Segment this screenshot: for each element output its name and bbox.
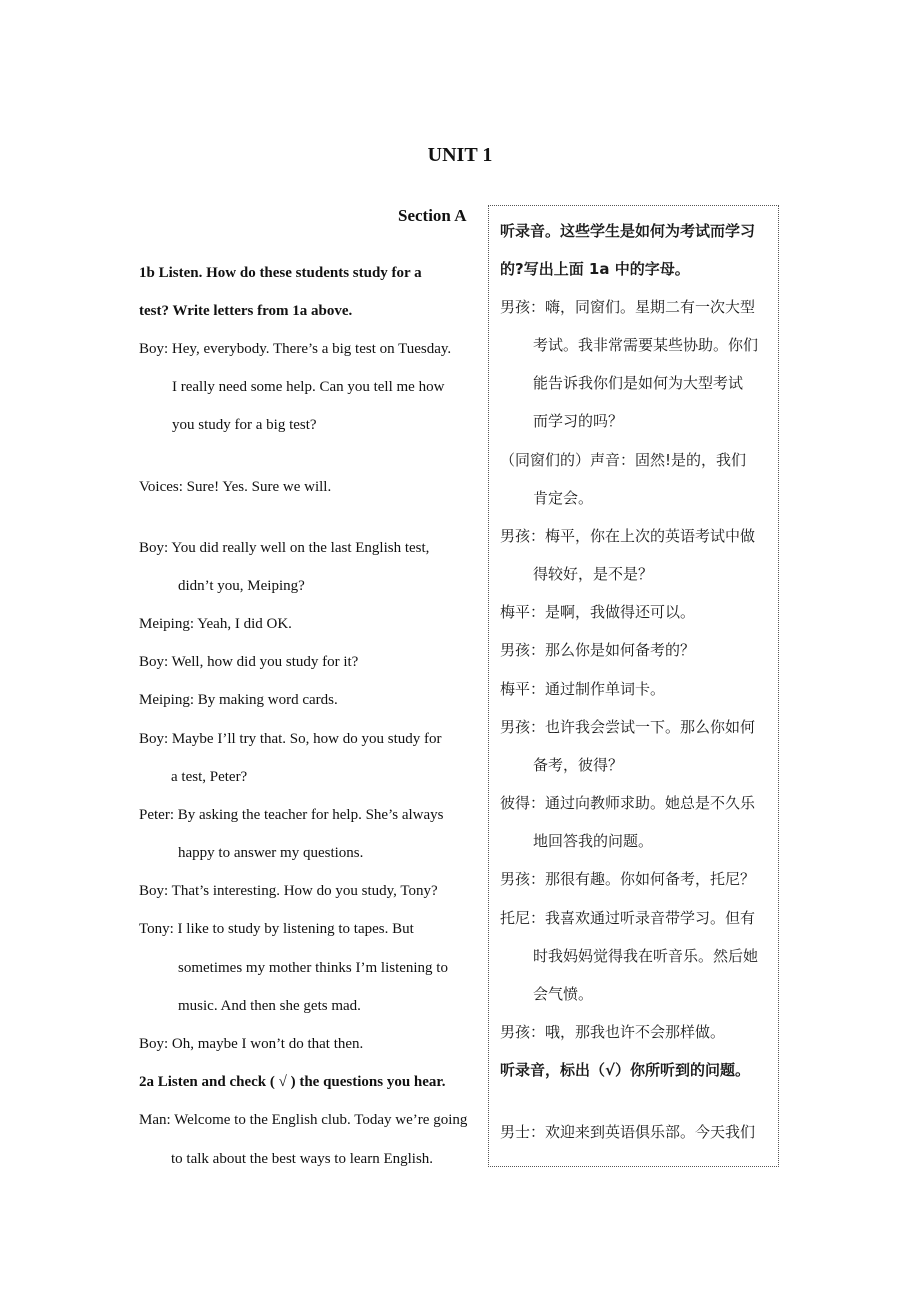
dialogue-line: Tony: I like to study by listening to tapes. But bbox=[139, 921, 414, 937]
translation-2a-heading: 听录音，标出（√）你所听到的问题。 bbox=[500, 1061, 751, 1079]
translation-line: 肯定会。 bbox=[533, 489, 594, 507]
dialogue-line: Meiping: By making word cards. bbox=[139, 692, 338, 708]
dialogue-line: Boy: Maybe I’ll try that. So, how do you study for bbox=[139, 731, 442, 747]
translation-line: 男孩：嗨，同窗们。星期二有一次大型 bbox=[500, 298, 756, 316]
translation-1b-heading-cont: 的?写出上面 1a 中的字母。 bbox=[500, 260, 690, 278]
translation-line: 男孩：也许我会尝试一下。那么你如何 bbox=[500, 718, 756, 736]
dialogue-line: Boy: That’s interesting. How do you study, Tony? bbox=[139, 883, 438, 899]
translation-line: 梅平：是啊，我做得还可以。 bbox=[500, 603, 696, 621]
dialogue-line: Boy: Oh, maybe I won’t do that then. bbox=[139, 1036, 364, 1052]
translation-line: 男孩：那很有趣。你如何备考，托尼？ bbox=[500, 870, 756, 888]
dialogue-line: happy to answer my questions. bbox=[178, 845, 364, 861]
dialogue-line: you study for a big test? bbox=[172, 417, 317, 433]
translation-line: 托尼：我喜欢通过听录音带学习。但有 bbox=[500, 909, 756, 927]
translation-line: 得较好，是不是？ bbox=[533, 565, 654, 583]
dialogue-line: Meiping: Yeah, I did OK. bbox=[139, 616, 292, 632]
translation-line: 而学习的吗？ bbox=[533, 412, 624, 430]
dialogue-line: music. And then she gets mad. bbox=[178, 998, 361, 1014]
page-title: UNIT 1 bbox=[427, 144, 493, 166]
translation-line: 地回答我的问题。 bbox=[533, 832, 654, 850]
translation-line: 考试。我非常需要某些协助。你们 bbox=[533, 336, 759, 354]
section-title: Section A bbox=[398, 206, 467, 225]
dialogue-line: Man: Welcome to the English club. Today we’re going bbox=[139, 1112, 468, 1128]
translation-1b-heading: 听录音。这些学生是如何为考试而学习 bbox=[500, 222, 756, 240]
translation-line: 男士：欢迎来到英语俱乐部。今天我们 bbox=[500, 1123, 756, 1141]
dialogue-line: Boy: You did really well on the last English test, bbox=[139, 540, 430, 556]
exercise-1b-heading-cont: test? Write letters from 1a above. bbox=[139, 303, 353, 319]
dialogue-line: Boy: Well, how did you study for it? bbox=[139, 654, 359, 670]
dialogue-line: Peter: By asking the teacher for help. She’s always bbox=[139, 807, 444, 823]
translation-line: 会气愤。 bbox=[533, 985, 594, 1003]
dialogue-line: a test, Peter? bbox=[171, 769, 248, 785]
dialogue-line: didn’t you, Meiping? bbox=[178, 578, 305, 594]
translation-line: 时我妈妈觉得我在听音乐。然后她 bbox=[533, 947, 759, 965]
translation-line: （同窗们的）声音：固然!是的，我们 bbox=[500, 451, 747, 469]
translation-line: 梅平：通过制作单词卡。 bbox=[500, 680, 666, 698]
dialogue-line: Boy: Hey, everybody. There’s a big test on Tuesday. bbox=[139, 341, 452, 357]
translation-line: 男孩：哦，那我也许不会那样做。 bbox=[500, 1023, 726, 1041]
dialogue-line: to talk about the best ways to learn English. bbox=[171, 1151, 434, 1167]
translation-line: 能告诉我你们是如何为大型考试 bbox=[533, 374, 744, 392]
exercise-1b-heading: 1b Listen. How do these students study for a bbox=[139, 265, 422, 281]
translation-line: 男孩：那么你是如何备考的？ bbox=[500, 641, 696, 659]
translation-line: 备考，彼得？ bbox=[533, 756, 624, 774]
dialogue-line: Voices: Sure! Yes. Sure we will. bbox=[139, 479, 332, 495]
exercise-2a-heading: 2a Listen and check ( √ ) the questions you hear. bbox=[139, 1074, 446, 1090]
dialogue-line: sometimes my mother thinks I’m listening to bbox=[178, 960, 448, 976]
translation-line: 彼得：通过向教师求助。她总是不久乐 bbox=[500, 794, 756, 812]
dialogue-line: I really need some help. Can you tell me how bbox=[172, 379, 445, 395]
translation-line: 男孩：梅平，你在上次的英语考试中做 bbox=[500, 527, 756, 545]
